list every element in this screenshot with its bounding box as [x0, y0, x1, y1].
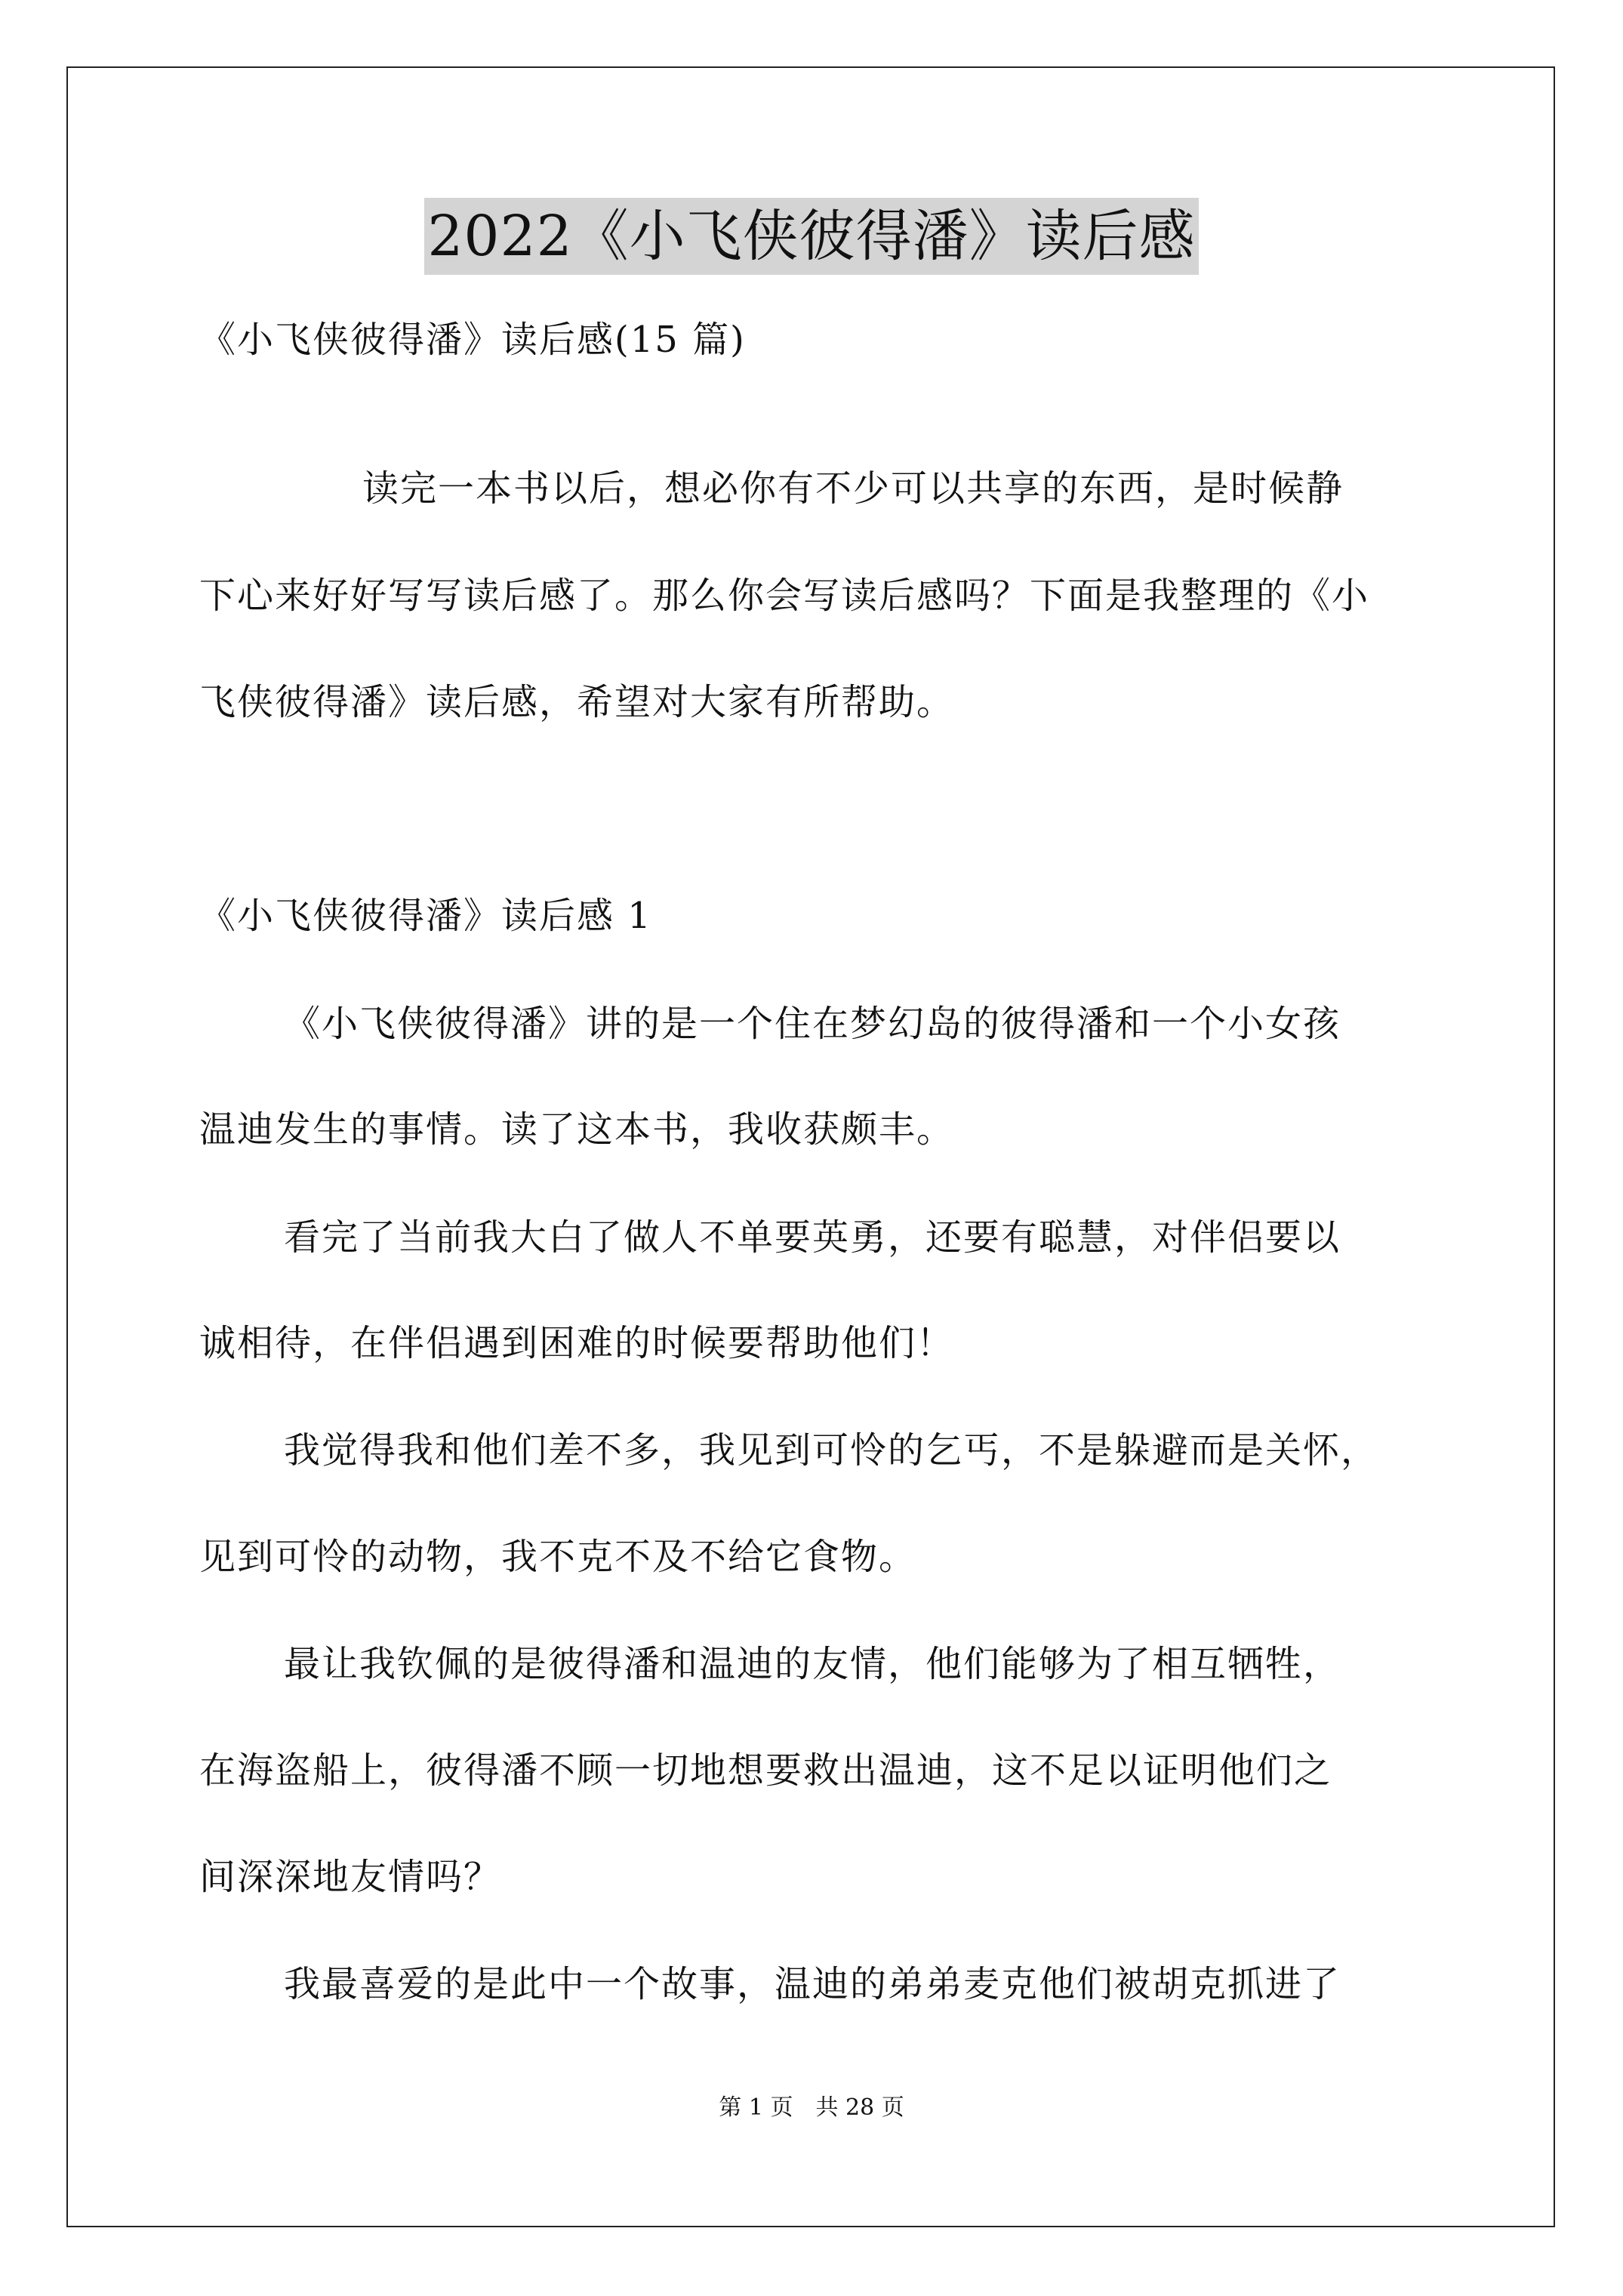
body-line: 在海盗船上，彼得潘不顾一切地想要救出温迪，这不足以证明他们之 [199, 1749, 1332, 1792]
body-line: 诚相待，在伴侣遇到困难的时候要帮助他们！ [199, 1322, 955, 1364]
page-footer: 第 1 页 共 28 页 [719, 2094, 904, 2121]
subtitle: 《小飞侠彼得潘》读后感(15 篇) [199, 319, 746, 361]
intro-line: 下心来好好写写读后感了。那么你会写读后感吗？下面是我整理的《小 [199, 575, 1370, 617]
intro-line: 飞侠彼得潘》读后感，希望对大家有所帮助。 [199, 681, 955, 723]
body-line: 看完了当前我大白了做人不单要英勇，还要有聪慧，对伴侣要以 [284, 1216, 1341, 1259]
body-line: 《小飞侠彼得潘》讲的是一个住在梦幻岛的彼得潘和一个小女孩 [284, 1003, 1341, 1045]
intro-line: 读完一本书以后，想必你有不少可以共享的东西，是时候静 [362, 467, 1344, 510]
body-line: 间深深地友情吗？ [199, 1856, 502, 1898]
body-line: 我觉得我和他们差不多，我见到可怜的乞丐，不是躲避而是关怀， [284, 1429, 1379, 1472]
body-line: 温迪发生的事情。读了这本书，我收获颇丰。 [199, 1108, 955, 1151]
section-heading: 《小飞侠彼得潘》读后感 1 [199, 895, 652, 937]
body-line: 我最喜爱的是此中一个故事，温迪的弟弟麦克他们被胡克抓进了 [284, 1963, 1341, 2005]
body-line: 最让我钦佩的是彼得潘和温迪的友情，他们能够为了相互牺牲， [284, 1643, 1341, 1685]
body-line: 见到可怜的动物，我不克不及不给它食物。 [199, 1536, 917, 1578]
title-container [0, 198, 1623, 275]
document-title: 2022《小飞侠彼得潘》读后感 [424, 198, 1198, 275]
